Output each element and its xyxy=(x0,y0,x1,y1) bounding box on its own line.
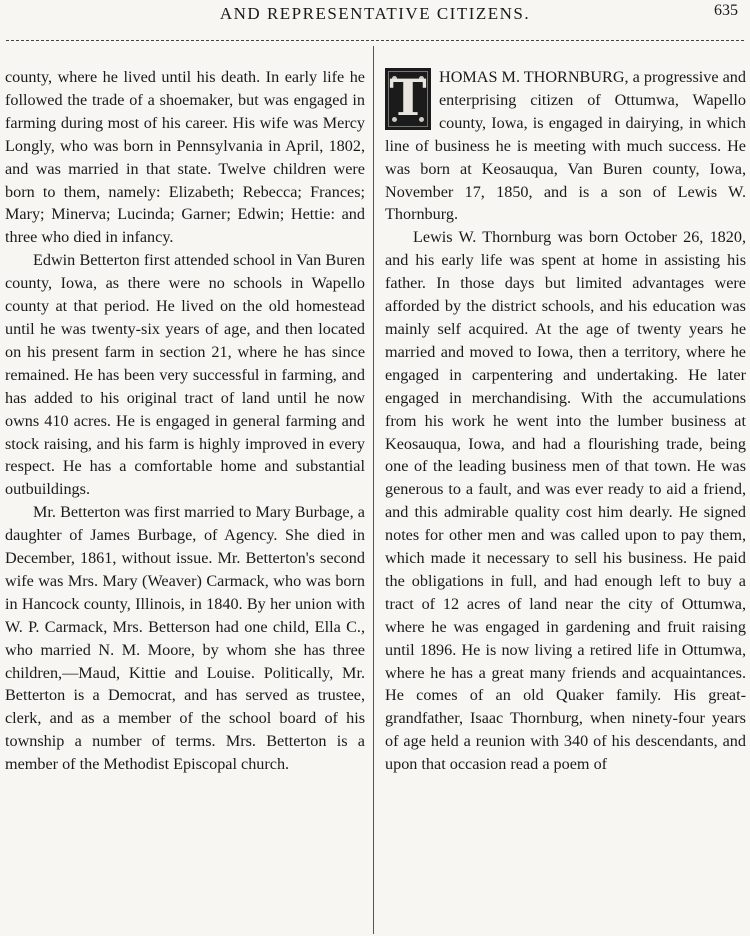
running-head: AND REPRESENTATIVE CITIZENS. xyxy=(219,4,531,23)
paragraph: Edwin Betterton first attended school in Van Buren county, Iowa, as there were no schools in Wapello county at that period. He lived on the old homestead until he was twenty-six years of age, and then located on his present farm in section 21, where he has since remained. He has been very successful in farming, and has added to his original tract of land until he now owns 410 acres. He is engaged in general farming and stock raising, and his farm is highly improved in every respect. He has a comfortable home and substantial outbuildings. xyxy=(5,251,365,499)
page-header xyxy=(0,0,750,40)
paragraph: Lewis W. Thornburg was born October 26, 1820, and his early life was spent at home in assisting his father. In those days but limited advantages were afforded by the district schools, and his education was mainly self acquired. At the age of twenty years he married and moved to Iowa, then a territory, where he engaged in carpentering and undertaking. He later engaged in merchandising. With the accumulations from his work he went into the lumber business at Keosauqua, Iowa, and had a flourishing trade, being one of the leading business men of that town. He was generous to a fault, and was ever ready to aid a friend, and this admirable quality cost him dearly. He signed notes for other men and was called upon to pay them, which made it necessary to sell his business. He paid the obligations in full, and had enough left to buy a tract of 12 acres of land near the city of Ottumwa, where he was engaged in gardening and fruit raising until 1896. He is now living a retired life in Ottumwa, where he has a great many friends and acquaintances. He comes of an old Quaker family. His great-grandfather, Isaac Thornburg, when ninety-four years of age held a reunion with 340 of his descendants, and upon that occasion read a poem of xyxy=(385,228,746,774)
column-divider xyxy=(373,46,374,934)
paragraph: county, where he lived until his death. In early life he followed the trade of a shoemaker, but was engaged in farming during most of his career. His wife was Mercy Longly, who was born in Pennsylvania in April, 1802, and was married in that state. Twelve children were born to them, namely: Elizabeth; Rebecca; Frances; Mary; Minerva; Lucinda; Garner; Edwin; Hettie: and three who died in infancy. xyxy=(5,68,365,247)
page-number: 635 xyxy=(714,2,738,19)
paragraph: Mr. Betterton was first married to Mary Burbage, a daughter of James Burbage, of Agency. She died in December, 1861, without issue. Mr. Betterton's second wife was Mrs. Mary (Weaver) Carmack, who was born in Hancock county, Illinois, in 1840. By her union with W. P. Carmack, Mrs. Betterson had one child, Ella C., who married N. M. Moore, by whom she has three children,—Maud, Kittie and Louise. Politically, Mr. Betterton is a Democrat, and has served as trustee, clerk, and as a member of the school board of his township a number of terms. Mrs. Betterton is a member of the Methodist Episcopal church. xyxy=(5,503,365,774)
paragraph: HOMAS M. THORNBURG, a progressive and enterprising citizen of Ottumwa, Wapello county, Iowa, is engaged in dairying, in which line of business he is meeting with much success. He was born at Keosauqua, Van Buren county, Iowa, November 17, 1850, and is a son of Lewis W. Thornburg. xyxy=(385,68,746,224)
left-column xyxy=(5,66,365,776)
ornamental-drop-cap xyxy=(385,68,431,130)
drop-cap-letter: T xyxy=(389,68,427,127)
right-column xyxy=(385,66,746,776)
header-rule xyxy=(6,40,744,41)
